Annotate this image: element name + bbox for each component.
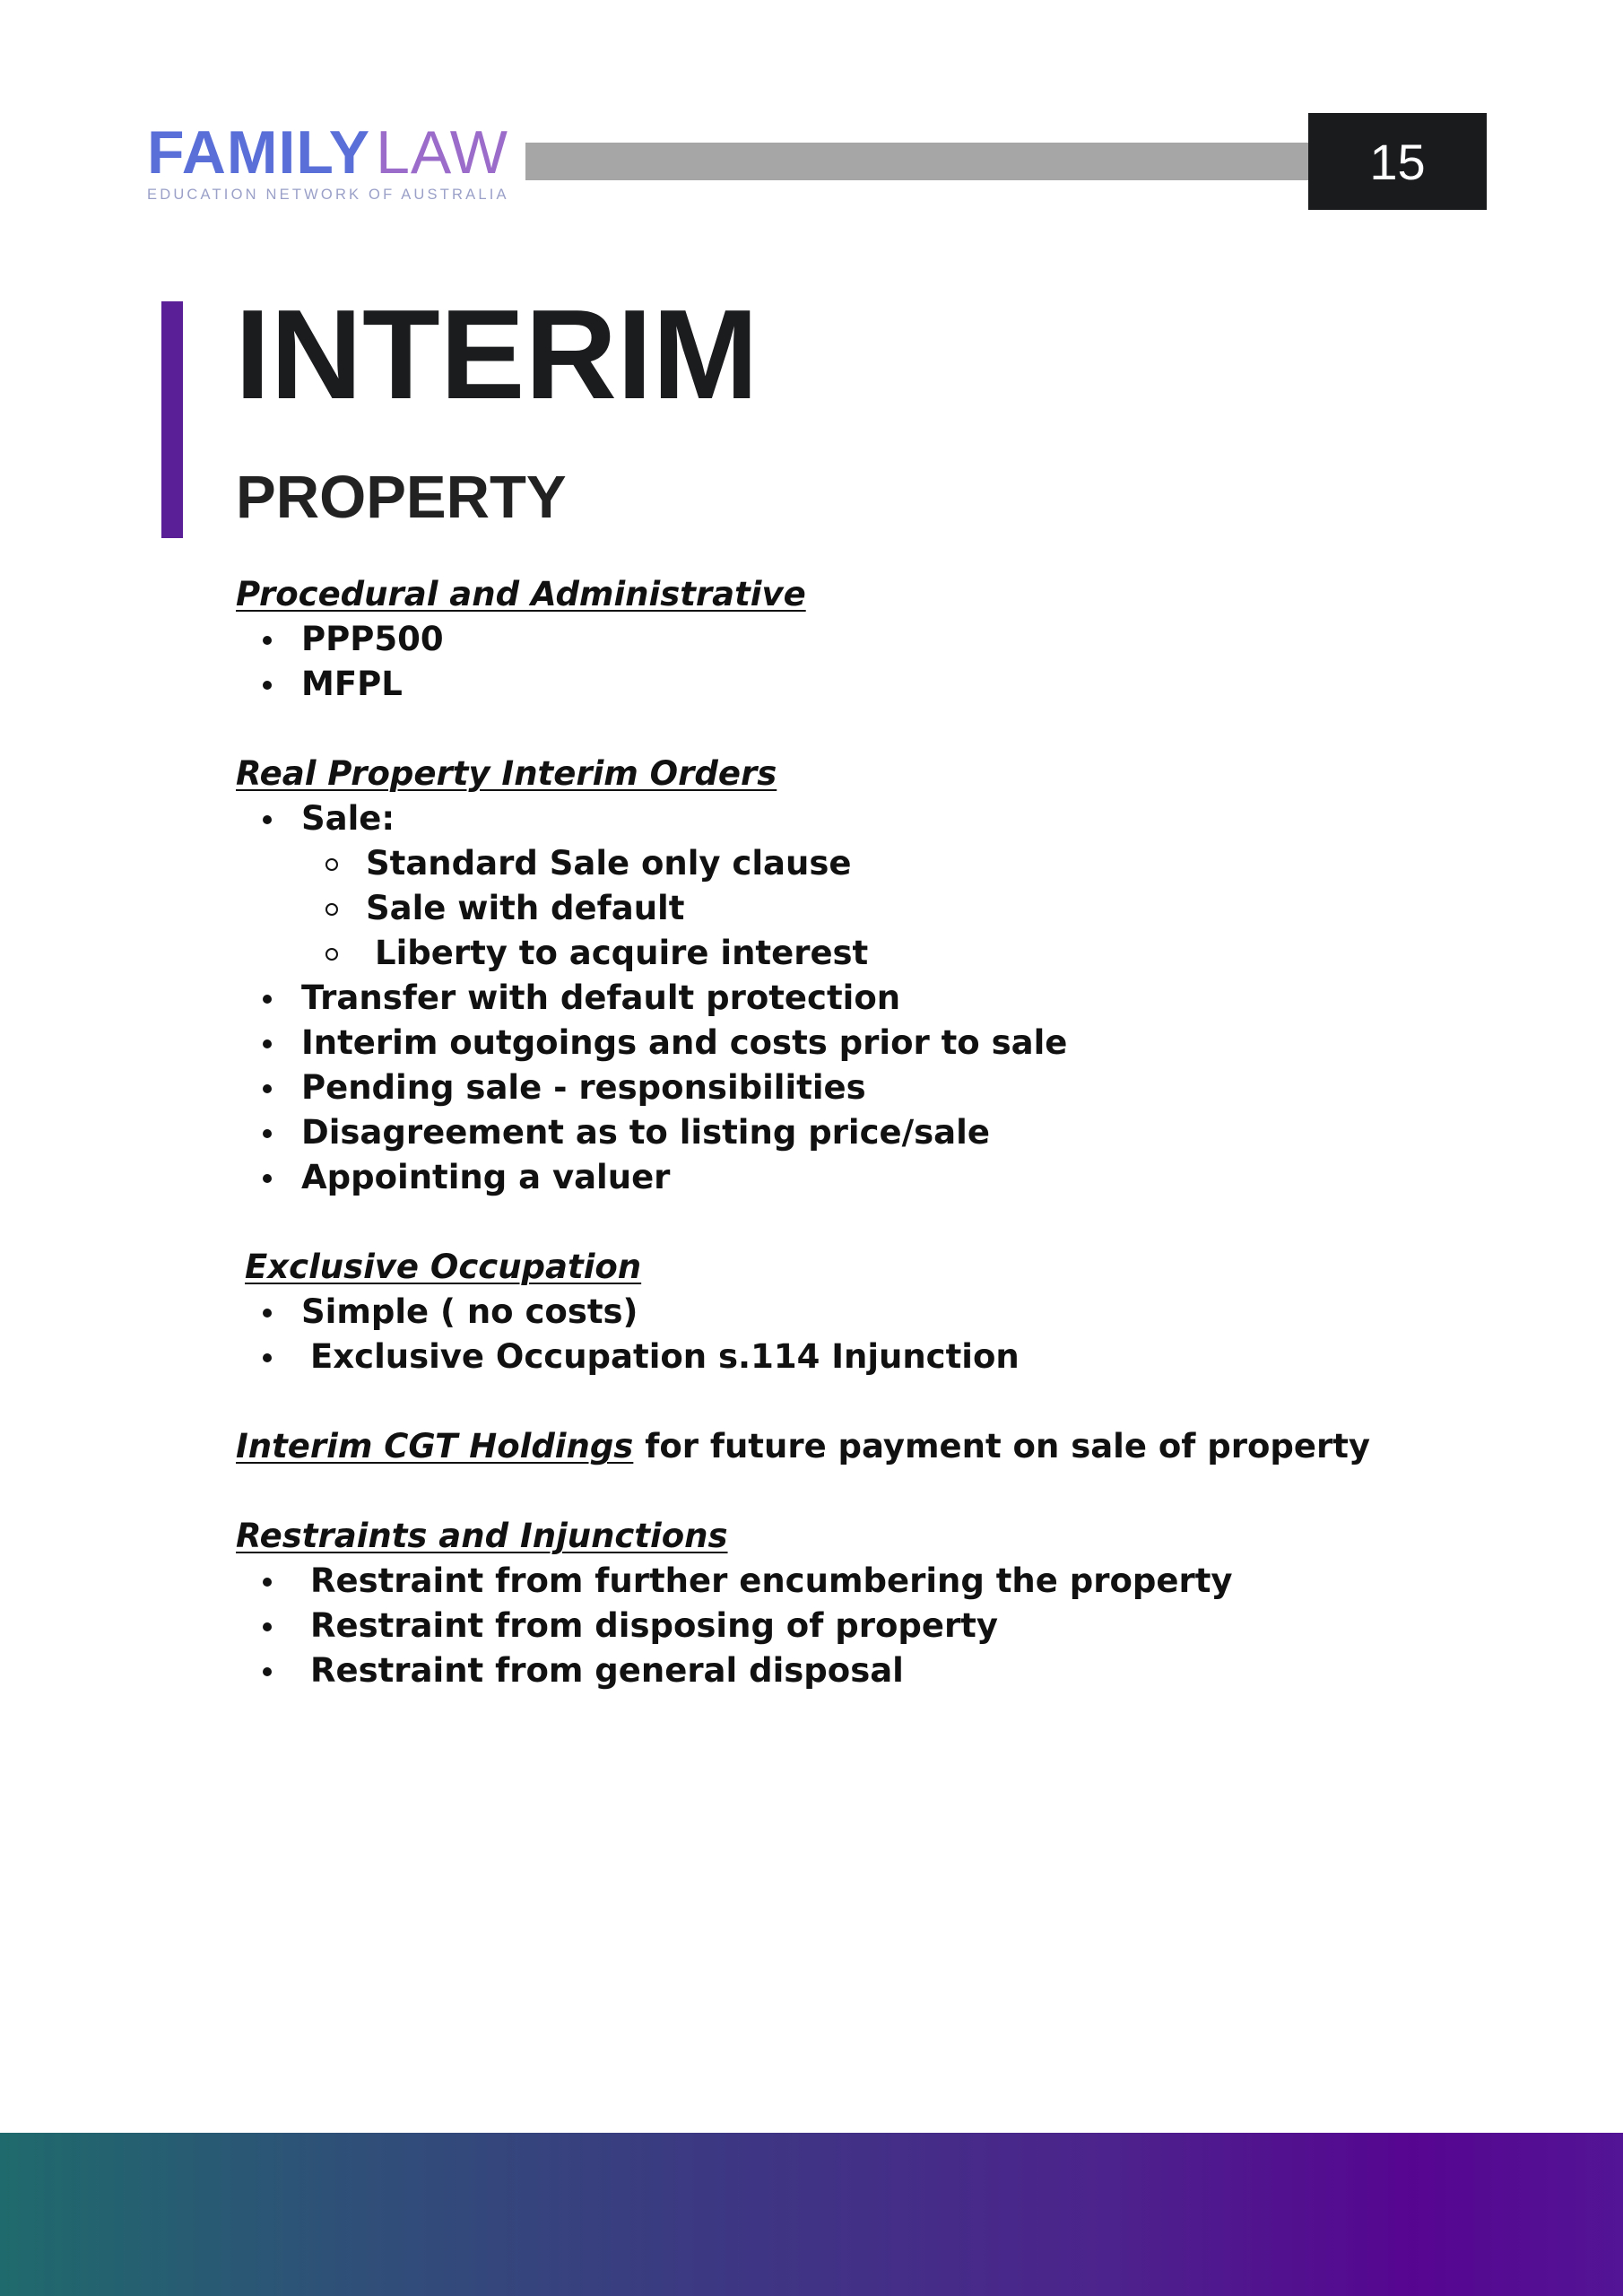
heading-text: Interim CGT Holdings xyxy=(236,1427,634,1465)
list-item: Transfer with default protection xyxy=(236,976,1491,1021)
list-item: Appointing a valuer xyxy=(236,1155,1491,1200)
list-item: PPP500 xyxy=(236,617,1491,662)
logo-wordmark xyxy=(147,118,524,187)
footer-gradient-band xyxy=(0,2133,1623,2296)
sub-list-item: Standard Sale only clause xyxy=(236,841,1491,886)
section-heading-exclusive xyxy=(236,1245,1491,1290)
header-divider-bar xyxy=(525,143,1309,180)
list-item xyxy=(236,1648,1491,1693)
list-item-sale: Sale: xyxy=(236,796,1491,841)
heading-text: Real Property Interim Orders xyxy=(236,754,777,793)
section-cgt-holdings xyxy=(236,1424,1491,1469)
list-item-text: Restraint from disposing of property xyxy=(310,1606,998,1645)
content-body xyxy=(236,572,1491,1693)
heading-text: Restraints and Injunctions xyxy=(236,1517,728,1555)
logo-subtitle: EDUCATION NETWORK OF AUSTRALIA xyxy=(147,187,509,203)
list-item-text: Restraint from general disposal xyxy=(310,1651,904,1690)
list-item xyxy=(236,1604,1491,1648)
page-subtitle: PROPERTY xyxy=(236,464,567,531)
section-heading-restraints xyxy=(236,1514,1491,1559)
heading-text: Exclusive Occupation xyxy=(245,1248,642,1286)
heading-text: Procedural and Administrative xyxy=(236,575,806,613)
section-heading-real-property xyxy=(236,752,1491,796)
spacer xyxy=(236,1379,1491,1424)
logo xyxy=(147,118,524,204)
list-item xyxy=(236,1559,1491,1604)
list-item: Interim outgoings and costs prior to sale xyxy=(236,1021,1491,1065)
logo-law-text: LAW xyxy=(376,118,508,187)
spacer xyxy=(236,707,1491,752)
page-title: INTERIM xyxy=(235,283,759,426)
section-heading-procedural xyxy=(236,572,1491,617)
cgt-rest-text: for future payment on sale of property xyxy=(633,1427,1371,1465)
title-accent-bar xyxy=(161,301,183,538)
logo-family-text: FAMILY xyxy=(147,118,371,187)
sub-list-item xyxy=(236,931,1491,976)
list-item: Simple ( no costs) xyxy=(236,1290,1491,1335)
list-item: MFPL xyxy=(236,662,1491,707)
list-item: Disagreement as to listing price/sale xyxy=(236,1110,1491,1155)
list-item: Pending sale - responsibilities xyxy=(236,1065,1491,1110)
spacer xyxy=(236,1200,1491,1245)
page-number: 15 xyxy=(1308,113,1487,210)
sub-list-item-text: Liberty to acquire interest xyxy=(375,934,869,972)
spacer xyxy=(236,1469,1491,1514)
list-item-text: Exclusive Occupation s.114 Injunction xyxy=(310,1337,1020,1376)
sub-list-item: Sale with default xyxy=(236,886,1491,931)
list-item xyxy=(236,1335,1491,1379)
list-item-text: Restraint from further encumbering the property xyxy=(310,1561,1233,1600)
